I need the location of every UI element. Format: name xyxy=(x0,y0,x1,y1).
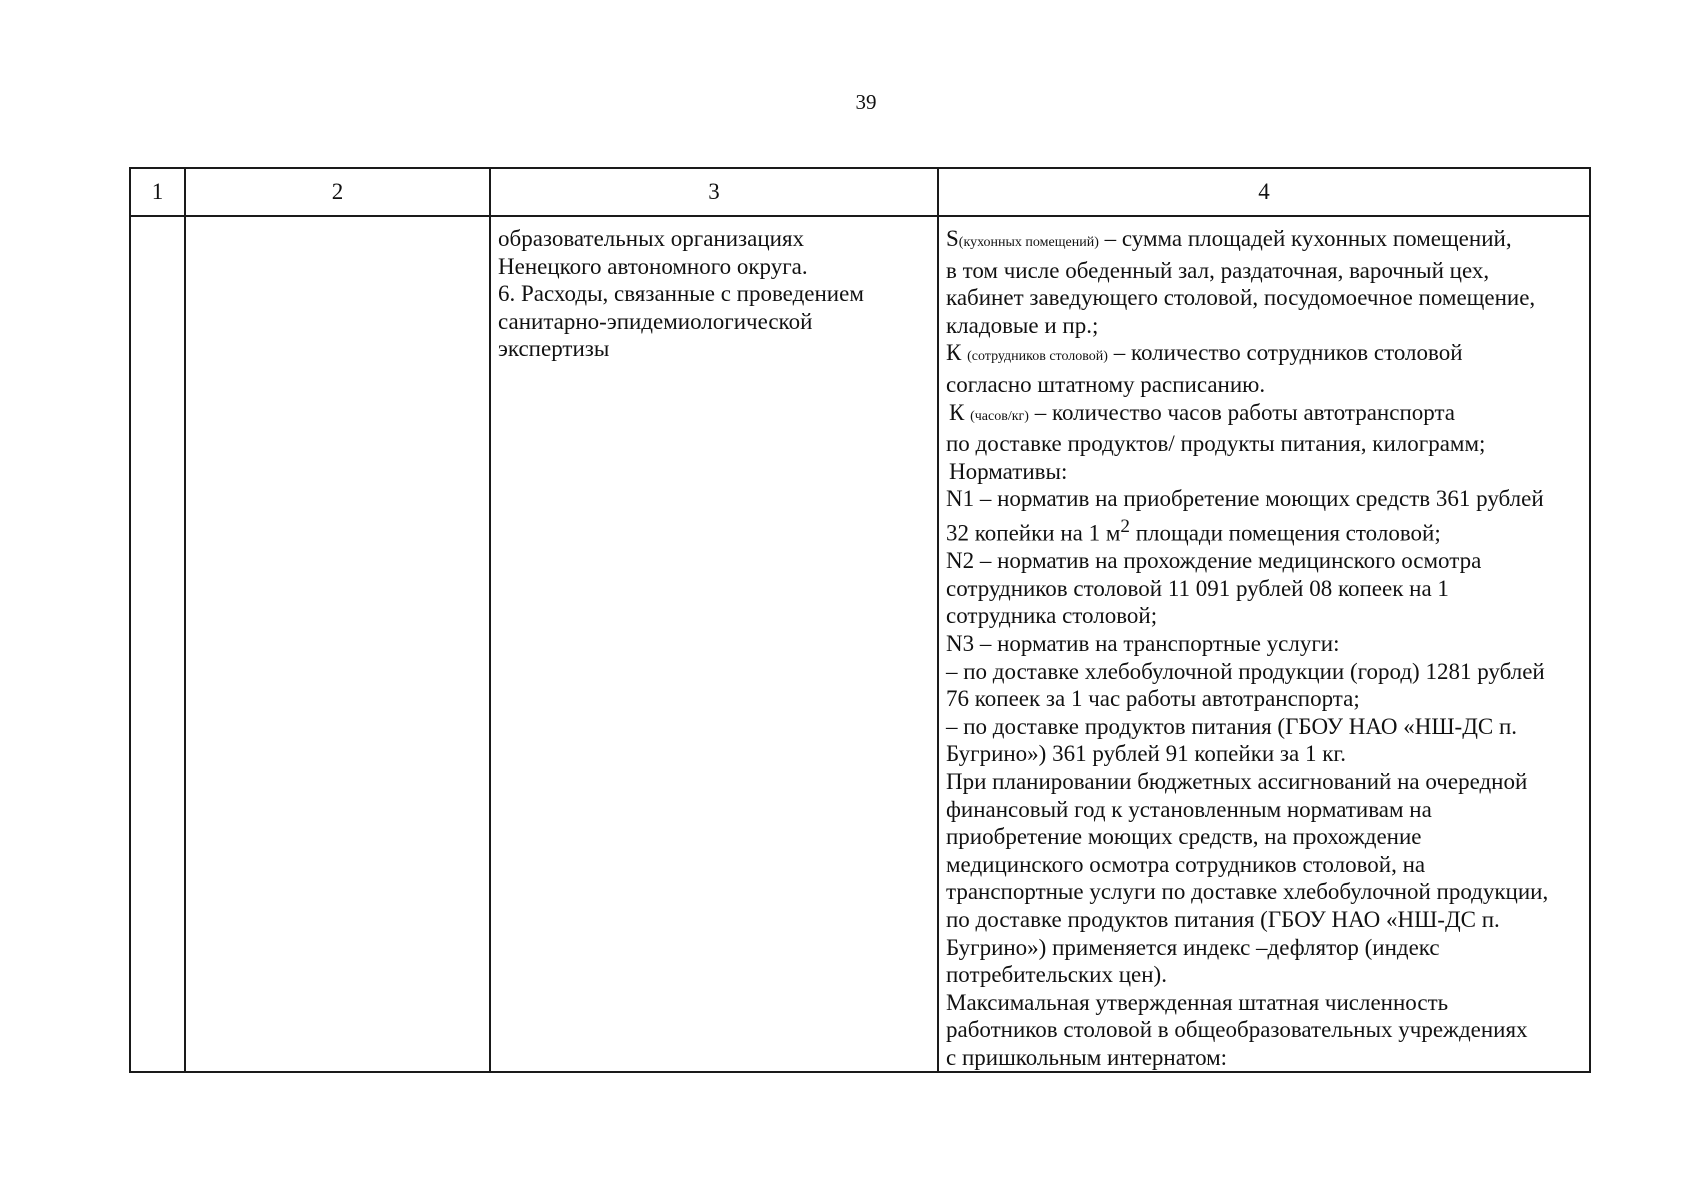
text-line: Максимальная утвержденная штатная численность xyxy=(946,989,1449,1015)
n3-index: 3 xyxy=(962,630,975,656)
text-line: экспертизы xyxy=(498,336,610,362)
header-col-4: 4 xyxy=(938,168,1590,216)
k1-symbol: К xyxy=(946,340,968,366)
cell-col-3 xyxy=(490,216,938,1072)
table-row xyxy=(130,216,1590,1072)
text-line: Бугрино») 361 рублей 91 копейки за 1 кг. xyxy=(946,741,1346,767)
n1-superscript: 2 xyxy=(1120,515,1130,537)
text-line: Бугрино») применяется индекс –дефлятор (индекс xyxy=(946,934,1440,960)
text-line: 6. Расходы, связанные с проведением xyxy=(498,281,864,307)
n1-line2-post: площади помещения столовой; xyxy=(1129,520,1441,546)
text-line: Ненецкого автономного округа. xyxy=(498,253,808,279)
text-line: сотрудников столовой 11 091 рублей 08 копеек на 1 xyxy=(946,575,1449,601)
formula-n1-line2 xyxy=(946,513,1583,547)
formula-n2-line xyxy=(946,547,1583,575)
n2-symbol: N xyxy=(946,548,963,574)
s-subscript: (кухонных помещений) xyxy=(958,235,1099,250)
n1-line2-pre: 32 копейки на 1 м xyxy=(946,520,1121,546)
s-description: – сумма площадей кухонных помещений, xyxy=(1098,226,1512,251)
header-row xyxy=(130,168,1590,216)
n1-description: – норматив на приобретение моющих средств 361 рублей xyxy=(974,486,1544,512)
s-symbol: S xyxy=(946,226,959,251)
formula-s-line xyxy=(946,225,1583,257)
text-line: – по доставке хлебобулочной продукции (город) 1281 рублей xyxy=(946,658,1545,684)
k2-symbol: К xyxy=(949,399,971,425)
n2-description: – норматив на прохождение медицинского осмотра xyxy=(974,548,1482,574)
text-line: кабинет заведующего столовой, посудомоечное помещение, xyxy=(946,285,1536,311)
text-line: – по доставке продуктов питания (ГБОУ НАО «НШ-ДС п. xyxy=(946,713,1518,739)
k1-description: – количество сотрудников столовой xyxy=(1107,340,1463,366)
text-line: по доставке продуктов питания (ГБОУ НАО «НШ-ДС п. xyxy=(946,906,1500,932)
header-col-3: 3 xyxy=(490,168,938,216)
text-line: При планировании бюджетных ассигнований на очередной xyxy=(946,768,1528,794)
k1-subscript: (сотрудников столовой) xyxy=(967,349,1108,365)
formula-k1-line xyxy=(946,339,1583,371)
n1-index: 1 xyxy=(962,486,975,512)
cell-col-1 xyxy=(130,216,185,1072)
header-col-2: 2 xyxy=(185,168,490,216)
text-line: кладовые и пр.; xyxy=(946,312,1099,338)
text-line: финансовый год к установленным нормативам на xyxy=(946,796,1432,822)
n3-symbol: N xyxy=(946,630,963,656)
text-line: образовательных организациях xyxy=(498,226,805,251)
text-line: медицинского осмотра сотрудников столовой, на xyxy=(946,851,1426,877)
text-line: работников столовой в общеобразовательных учреждениях xyxy=(946,1017,1528,1043)
budget-norms-table xyxy=(129,167,1591,1073)
header-col-1: 1 xyxy=(130,168,185,216)
normatives-heading: Нормативы: xyxy=(949,458,1068,484)
n2-index: 2 xyxy=(962,548,975,574)
text-line: потребительских цен). xyxy=(946,962,1167,988)
col3-text xyxy=(491,217,937,363)
n3-description: – норматив на транспортные услуги: xyxy=(974,630,1340,656)
col4-text xyxy=(939,217,1589,1071)
page-number: 39 xyxy=(855,90,877,114)
formula-k2-line xyxy=(946,399,1583,431)
cell-col-2 xyxy=(185,216,490,1072)
text-line: по доставке продуктов/ продукты питания, килограмм; xyxy=(946,431,1486,457)
k2-subscript: (часов/кг) xyxy=(970,408,1029,424)
cell-col-4 xyxy=(938,216,1590,1072)
formula-n1-line xyxy=(946,485,1583,513)
text-line: сотрудника столовой; xyxy=(946,603,1158,629)
text-line: санитарно-эпидемиологической xyxy=(498,308,813,334)
formula-n3-line xyxy=(946,630,1583,658)
text-line: 76 копеек за 1 час работы автотранспорта; xyxy=(946,686,1360,712)
text-line: в том числе обеденный зал, раздаточная, варочный цех, xyxy=(946,257,1490,283)
k2-description: – количество часов работы автотранспорта xyxy=(1028,399,1455,425)
text-line: транспортные услуги по доставке хлебобулочной продукции, xyxy=(946,879,1549,905)
n1-symbol: N xyxy=(946,486,963,512)
text-line: согласно штатному расписанию. xyxy=(946,371,1266,397)
text-line: с пришкольным интернатом: xyxy=(946,1044,1228,1070)
text-line: приобретение моющих средств, на прохождение xyxy=(946,824,1422,850)
